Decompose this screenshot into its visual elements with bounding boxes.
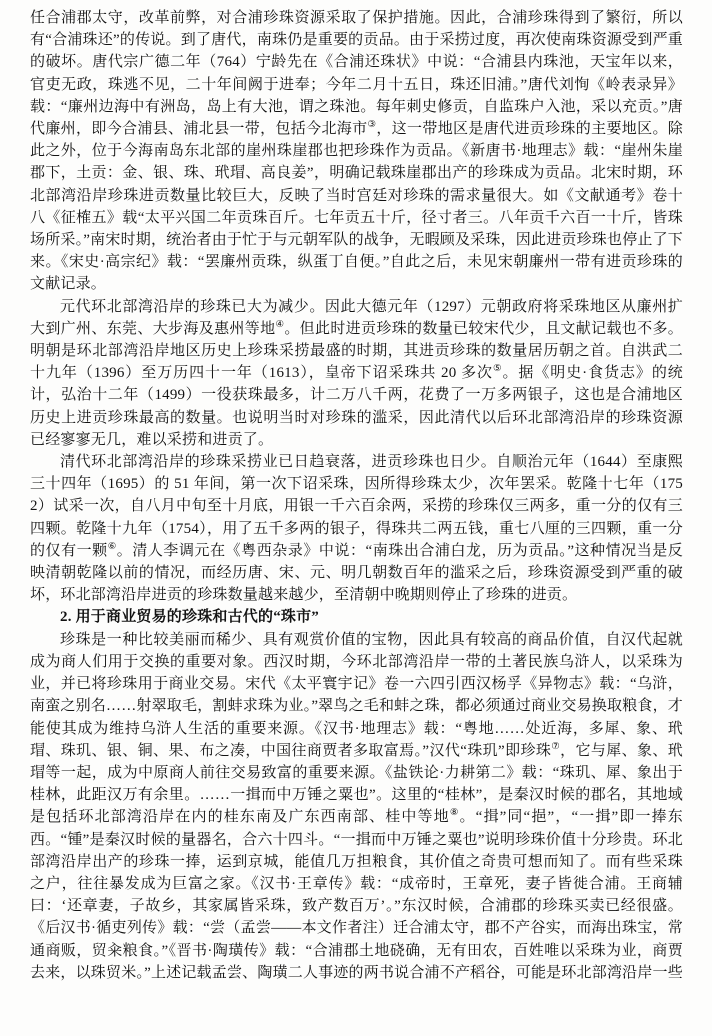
footnote-marker: ⑤ [492, 364, 503, 375]
body-paragraph-pearl-commerce: 珍珠是一种比较美丽而稀少、具有观赏价值的宝物，因此具有较高的商品价值，自汉代起就成为商人们用于交换的重要对象。西汉时期，今环北部湾沿岸一带的土著民族乌浒人，以采珠为业，并已将珍珠用于商业交易。宋代《太平寰宇记》卷一六四引西汉杨孚《异物志》载：“乌浒，南蛮之别名……射翠取毛，割蚌求珠为业。”翠鸟之毛和蚌之珠，都必须通过商业交易换取粮食，才能使其成为维持乌浒人生活的重要来源。《汉书·地理志》载：“粤地……处近海，多犀、象、玳瑁、珠玑、银、铜、果、布之凑，中国往商贾者多取富焉。”汉代“珠玑”即珍珠⑦，它与犀、象、玳瑁等一起，成为中原商人前往交易致富的重要来源。《盐铁论·力耕第二》载：“珠玑、犀、象出于桂林，此距汉万有余里。……一揖而中万锤之粟也”。这里的“桂林”，是秦汉时候的郡名，其地域是包括环北部湾沿岸在内的桂东南及广东西南部、桂中等地⑧。“揖”同“挹”，“一揖”即一捧东西。“锺”是秦汉时候的量器名，合六十四斗。“一揖而中万锤之粟也”说明珍珠价值十分珍贵。环北部湾沿岸出产的珍珠一捧，运到京城，能值几万担粮食，其价值之奇贵可想而知了。而有些采珠之户，往往暴发成为巨富之家。《汉书·王章传》载：“成帝时，王章死，妻子皆徙合浦。王商辅曰：‘还章妻，子故乡，其家属皆采珠，致产数百万’。”东汉时候，合浦郡的珍珠买卖已经很盛。《后汉书·循吏列传》载：“尝（孟尝——本文作者注）迁合浦太守，郡不产谷实，而海出珠宝，常通商贩，贸籴粮食。”《晋书·陶璜传》载：“合浦郡土地硗确，无有田农，百姓唯以采珠为业，商贾去来，以珠贸米。”上述记载孟尝、陶璜二人事迹的两书说合浦不产稻谷，可能是环北部湾沿岸一些 [30, 631, 683, 981]
footnote-marker: ⑧ [449, 808, 460, 819]
footnote-marker: ③ [367, 120, 377, 131]
footnote-marker: ⑥ [107, 541, 117, 552]
body-paragraph-qing-dynasty: 清代环北部湾沿岸的珍珠采捞业已日趋衰落，进贡珍珠也日少。自顺治元年（1644）至康熙三十四年（1695）的 51 年间，第一次下诏采珠，因所得珍珠太少，次年罢采。乾隆十七年（1752）试采一次，自八月中旬至十月底，用银一千六百余两，采捞的珍珠仅三两多，重一分的仅有三四颗。乾隆十九年（1754），用了五千多两的银子，得珠共二两五钱，重七八厘的三四颗，重一分的仅有一颗⑥。清人李调元在《粤西杂录》中说：“南珠出合浦白龙，历为贡品。”这种情况当是反映清朝乾隆以前的情况，而经历唐、宋、元、明几朝数百年的滥采之后，珍珠资源受到严重的破坏，环北部湾沿岸进贡的珍珠数量越来越少，至清朝中晚期则停止了珍珠的进贡。 [30, 454, 683, 604]
section-heading-pearl-trade: 2. 用于商业贸易的珍珠和古代的“珠市” [60, 609, 320, 626]
body-paragraph-yuan-dynasty: 元代环北部湾沿岸的珍珠已大为减少。因此大德元年（1297）元朝政府将采珠地区从廉州扩大到广州、东莞、大步海及惠州等地④。但此时进贡珍珠的数量已较宋代少，且文献记载也不多。明朝是环北部湾沿岸地区历史上珍珠采捞最盛的时期，其进贡珍珠的数量居历朝之首。自洪武二十九年（1396）至万历四十一年（1613），皇帝下诏采珠共 20 多次⑤。据《明史·食货志》的统计，弘治十二年（1499）一役获珠最多，计二万八千两，花费了一万多两银子，这也是合浦地区历史上进贡珍珠最高的数量。也说明当时对珍珠的滥采，因此清代以后环北部湾沿岸的珍珠资源已经寥寥无几，难以采捞和进贡了。 [30, 298, 684, 448]
footnote-marker: ④ [275, 319, 285, 330]
body-paragraph-continuation: 任合浦郡太守，改革前弊，对合浦珍珠资源采取了保护措施。因此，合浦珍珠得到了繁衍，所以有“合浦珠还”的传说。到了唐代，南珠仍是重要的贡品。由于采捞过度，再次使南珠资源受到严重的破坏。唐代宗广德二年（764）宁龄先在《合浦还珠状》中说：“合浦县内珠池，天宝年以来，官吏无政，珠逃不见，二十年间阙于进奉；今年二月十五日，珠还旧浦。”唐代刘恂《岭表录异》载：“廉州边海中有洲岛，岛上有大池，谓之珠池。每年刺史修贡，自监珠户入池，采以充贡。”唐代廉州，即今合浦县、浦北县一带，包括今北海市③，这一带地区是唐代进贡珍珠的主要地区。除此之外，位于今海南岛东北部的崖州珠崖郡也把珍珠作为贡品。《新唐书·地理志》载：“崖州朱崖郡下，土贡：金、银、珠、玳瑁、高良姜”，明确记载珠崖郡出产的珍珠成为贡品。北宋时期，环北部湾沿岸珍珠进贡数量比较巨大，反映了当时宫廷对珍珠的需求量很大。如《文献通考》卷十八《征榷五》载“太平兴国二年贡珠百斤。七年贡五十斤，径寸者三。八年贡千六百一十斤，皆珠场所采。”南宋时期，统治者由于忙于与元朝军队的战争，无暇顾及采珠，因此进贡珍珠也停止了下来。《宋史·高宗纪》载：“罢廉州贡珠，纵蛋丁自便。”自此之后，未见宋朝廉州一带有进贡珍珠的文献记录。 [30, 10, 683, 293]
footnote-marker: ⑦ [551, 741, 561, 752]
